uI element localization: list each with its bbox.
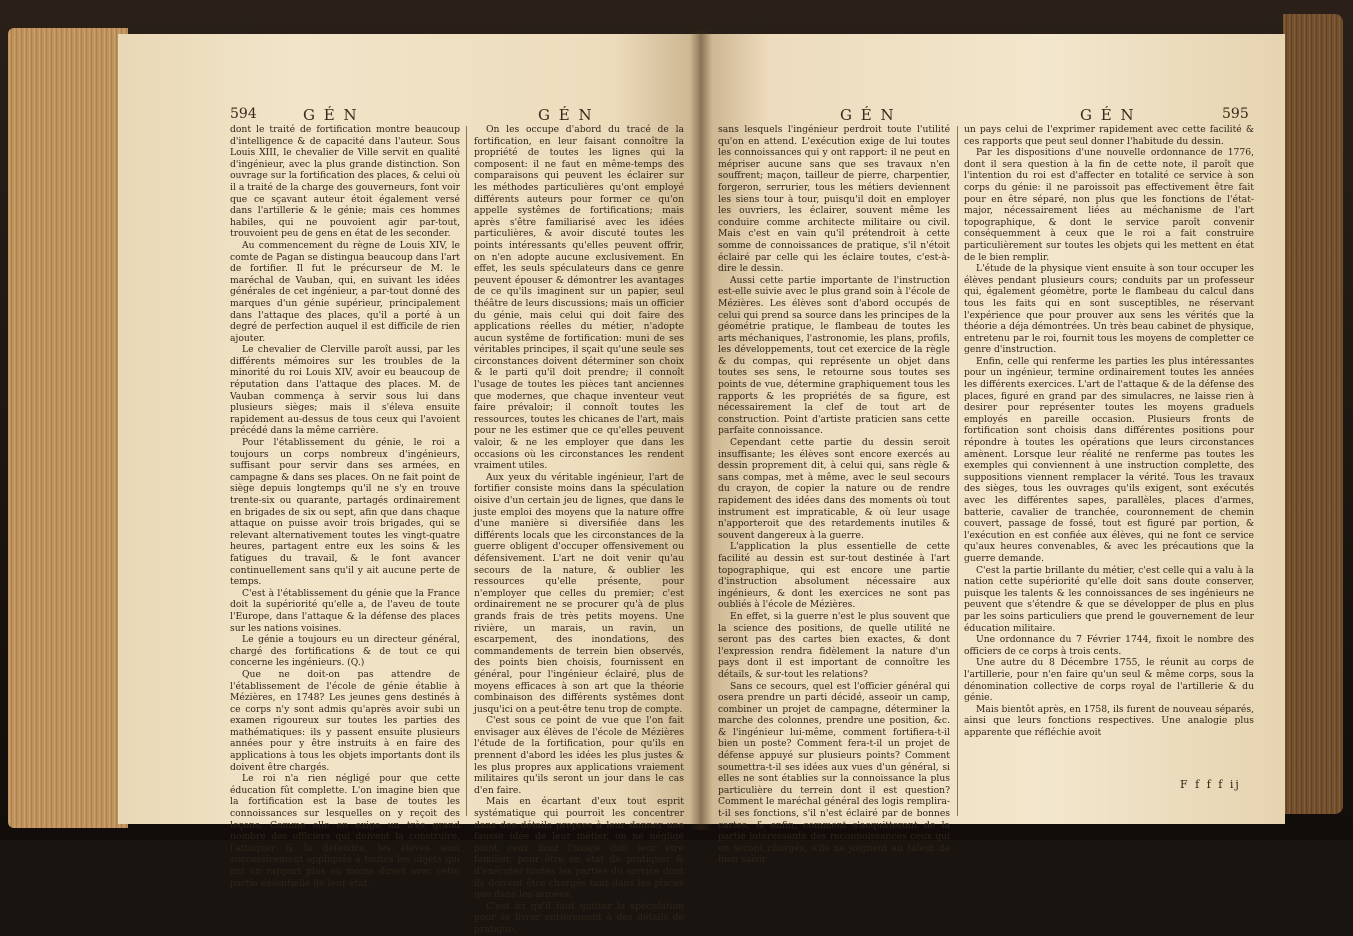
- paragraph: Par les dispositions d'une nouvelle ordonnance de 1776, dont il sera question à la fin de cette note, il paroît que l'intention du roi est d'affecter en totalité ce service à son corps du génie: il ne paroissoit pas effectivement être fait pour en être séparé, non plus que les fonctions de l'état-major, nécessairement liées au méchanisme de l'art topographique, & dont le service paroît convenir conséquemment à ceux que le roi a fait construire particulièrement sur toutes les objets qui les mettent en état de le bien remplir.: [964, 147, 1254, 263]
- paragraph: Le roi n'a rien négligé pour que cette éducation fût complette. L'on imagine bien que la fortification est la base de toutes les connoissances sur lesquelles on y reçoit des leçons. Comme elle en exige un très grand nombre des officiers qui doivent la construire, l'attaquer & la défendre, les élèves sont successivement appliqués à toutes les objets qui ont un rapport plus ou moins direct avec cette partie essentielle de leur état.: [230, 773, 460, 889]
- book-edge-right: [1283, 14, 1343, 814]
- paragraph: C'est à l'établissement du génie que la France doit la supériorité qu'elle a, de l'aveu de toute l'Europe, dans l'attaque & la défense des places sur les nations voisines.: [230, 587, 460, 634]
- signature-mark: F f f f ij: [1180, 778, 1241, 791]
- paragraph: Sans ce secours, quel est l'officier général qui osera prendre un parti décidé, asseoir un camp, combiner un projet de campagne, déterminer la marche des colonnes, prendre une position, &c. & l'ingénieur lui-même, comment fortifiera-t-il bien un poste? Comment fera-t-il un projet de défense appuyé sur plusieurs points? Comment soumettra-t-il ses idées aux vues d'un général, si elles ne sont établies sur la connoissance la plus particulière du terrein dont il est question? Comment le maréchal général des logis remplira-t-il ses fonctions, s'il n'est éclairé par de bonnes cartes, & enfin, comment s'acquitteront de la partie intéressante des reconnoissances ceux qui en seront chargés, s'ils ne joignent au talent de bien saisir: [718, 680, 950, 866]
- page-number-left: 594: [230, 106, 257, 122]
- text-column-left-1: [230, 124, 460, 889]
- right-page: [700, 34, 1285, 866]
- paragraph: Aux yeux du véritable ingénieur, l'art de fortifier consiste moins dans la spéculation oisive d'un certain jeu de lignes, que dans le juste emploi des moyens que la nature offre d'une manière si diversifiée dans les différents locals que les circonstances de la guerre obligent d'occuper offensivement ou défensivement. L'art ne doit venir qu'au secours de la nature, & oublier les ressources qu'elle présente, pour n'employer que celles du premier; c'est ordinairement ne se procurer qu'à de plus grands frais de très petits moyens. Une rivière, un marais, un ravin, un escarpement, des inondations, des commandements de terrein bien observés, des points bien choisis, fournissent en général, pour l'ingénieur éclairé, plus de moyens efficaces à son art que la théorie combinaison des différents systêmes dont jusqu'ici on a peut-être tenu trop de compte.: [474, 471, 684, 715]
- column-rule: [466, 126, 467, 816]
- paragraph: Que ne doit-on pas attendre de l'établissement de l'école de génie établie à Mézières, en 1748? Les jeunes gens destinés à ce corps n'y sont admis qu'après avoir subi un examen rigoureux sur toutes les parties des mathématiques: ils y passent ensuite plusieurs années pour y être instruits à en faire des applications à tous les objets importants dont ils doivent être chargés.: [230, 668, 460, 773]
- paragraph: L'application la plus essentielle de cette facilité au dessin est sur-tout destinée à l'art topographique, qui est encore une partie d'instruction absolument nécessaire aux ingénieurs, & dont les exercices ne sont pas oubliés à l'école de Mézières.: [718, 541, 950, 611]
- book-edge-left: [8, 28, 128, 828]
- page-number-right: 595: [1222, 106, 1249, 122]
- paragraph: C'est sous ce point de vue que l'on fait envisager aux élèves de l'école de Mézières l'étude de la fortification, pour qu'ils en prennent d'abord les idées les plus justes & les plus propres aux applications vraiement militaires qu'ils seront un jour dans le cas d'en faire.: [474, 715, 684, 796]
- paragraph: Pour l'établissement du génie, le roi a toujours un corps nombreux d'ingénieurs, suffisant pour servir dans ses armées, en campagne & dans ses places. On ne fait point de siège depuis longtemps qu'il ne s'y en trouve trente-six ou quarante, partagés ordinairement en brigades de six ou sept, afin que dans chaque attaque on puisse avoir trois brigades, qui se relevant alternativement toutes les vingt-quatre heures, partagent entre eux les soins & les fatigues du travail, & le font avancer continuellement sans qu'il y ait aucune perte de temps.: [230, 437, 460, 588]
- paragraph: Une ordonnance du 7 Février 1744, fixoit le nombre des officiers de ce corps à trois cents.: [964, 634, 1254, 657]
- running-head-right-2: G É N: [1080, 106, 1136, 124]
- running-head-right-1: G É N: [840, 106, 896, 124]
- paragraph: Enfin, celle qui renferme les parties les plus intéressantes pour un ingénieur, termine ordinairement toutes les années les différents exercices. L'art de l'attaque & de la défense des places, figuré en grand par des simulacres, ne laisse rien à desirer pour représenter toutes les moyens graduels employés en pareille occasion. Plusieurs fronts de fortification sont choisis dans différentes positions pour répondre à toutes les opérations que leurs circonstances amènent. Lorsque leur réalité ne renferme pas toutes les exemples qui conviennent à une instruction complette, des suppositions viennent remplacer la vérité. Tous les travaux des sièges, tous les ouvrages qu'ils exigent, sont exécutés avec les différentes sapes, parallèles, places d'armes, batterie, cavalier de tranchée, couronnement de chemin couvert, passage de fossé, tout est figuré par portion, & l'exécution en est confiée aux élèves, qui ne font ce service qu'aux heures convenables, & avec les précautions que la guerre demande.: [964, 355, 1254, 564]
- text-column-right-1: [718, 124, 950, 866]
- book-gutter: [690, 30, 712, 830]
- paragraph: Cependant cette partie du dessin seroit insuffisante; les élèves sont encore exercés au dessin proprement dit, à celui qui, sans règle & sans compas, met à même, avec le seul secours du crayon, de copier la nature ou de rendre rapidement des idées dans des moments où tout instrument est impraticable, & où leur usage n'apporteroit que des retardements inutiles & souvent dangereux à la guerre.: [718, 437, 950, 541]
- paragraph: C'est ici qu'il faut quitter la spéculation pour se livrer entièrement à des détails de pratique,: [474, 900, 684, 935]
- paragraph: En effet, si la guerre n'est le plus souvent que la science des positions, de quelle utilité ne seront pas des cartes bien exactes, & dont l'expression rendra fidèlement la nature d'un pays dont il est important de connoître les détails, & sur-tout les relations?: [718, 610, 950, 680]
- paragraph: Une autre du 8 Décembre 1755, le réunit au corps de l'artillerie, pour n'en faire qu'un seul & même corps, sous la dénomination collective de corps royal de l'artillerie & du génie.: [964, 657, 1254, 704]
- text-column-left-2: [474, 124, 684, 936]
- paragraph: Aussi cette partie importante de l'instruction est-elle suivie avec le plus grand soin à l'école de Mézières. Les élèves sont d'abord occupés de celui qui prend sa source dans les principes de la géométrie pratique, le flambeau de toutes les arts méchaniques, l'astronomie, les plans, profils, les développements, tout cet exercice de la règle & du compas, qui représente un objet dans toutes ses sens, le retourne sous toutes ses points de vue, détermine graphiquement tous les rapports & les propriétés de sa figure, est nécessairement la clef de tout art de construction. Point d'artiste praticien sans cette parfaite connoissance.: [718, 274, 950, 437]
- text-column-right-2: [964, 124, 1254, 738]
- paragraph: un pays celui de l'exprimer rapidement avec cette facilité & ces rapports que peut seul donner l'habitude du dessin.: [964, 124, 1254, 147]
- paragraph: Mais bientôt après, en 1758, ils furent de nouveau séparés, ainsi que leurs fonctions respectives. Une analogie plus apparente que réfléchie avoit: [964, 703, 1254, 738]
- paragraph: Mais en écartant d'eux tout esprit systématique qui pourroit les concentrer dans des détails propres à leur donner une fausse idée de leur métier, on ne néglige point ceux dont l'usage doit leur être familier, pour être en état de pratiquer & d'exécuter toutes les parties du service dont ils doivent être chargés tant dans les places que dans les armées.: [474, 796, 684, 901]
- column-rule: [957, 126, 958, 816]
- running-head-left-2: G É N: [538, 106, 594, 124]
- paragraph: dont le traité de fortification montre beaucoup d'intelligence & de capacité dans l'auteur. Sous Louis XIII, le chevalier de Ville servit en qualité d'ingénieur, avec la plus grande distinction. Son ouvrage sur la fortification des places, & celui où il a traité de la charge des gouverneurs, font voir que ce sçavant auteur étoit également versé dans l'artillerie & le génie; mais ces hommes habiles, qui ne pouvoient agir par-tout, trouvoient peu de gens en état de les seconder.: [230, 124, 460, 240]
- paragraph: On les occupe d'abord du tracé de la fortification, en leur faisant connoître la propriété de toutes les lignes qui la composent: il ne faut en même-temps des comparaisons qui peuvent les éclairer sur les méthodes particulières qu'ont employé différents auteurs pour former ce qu'on appelle systêmes de fortifications; mais après s'être familiarisé avec les idées particulières, & avoir discuté toutes les points intéressants qu'elles peuvent offrir, on n'en adopte aucune exclusivement. En effet, les seuls spéculateurs dans ce genre peuvent épouser & démontrer les avantages de ce qu'ils imaginent sur un papier, seul théâtre de leurs discussions; mais un officier du génie, mais celui qui doit faire des applications réelles du métier, n'adopte aucun systême de fortification: muni de ses véritables principes, il sçait qu'une seule ses circonstances doivent déterminer son choix & le parti qu'il doit prendre; il connoît l'usage de toutes les pièces tant anciennes que modernes, que chaque inventeur veut faire prévaloir; il connoît toutes les ressources, toutes les chicanes de l'art, mais pour ne les estimer que ce qu'elles peuvent valoir, & ne les employer que dans les occasions où les circonstances les rendent vraiment utiles.: [474, 124, 684, 472]
- paragraph: L'étude de la physique vient ensuite à son tour occuper les élèves pendant plusieurs cours; conduits par un professeur qui, également géomètre, porte le flambeau du calcul dans tous les faits qui en sont susceptibles, ne réservant l'expérience que pour prouver aux sens les vérités que la théorie a déja démontrées. Un très beau cabinet de physique, entretenu par le roi, fournit tous les moyens de completter ce genre d'instruction.: [964, 263, 1254, 356]
- paragraph: sans lesquels l'ingénieur perdroit toute l'utilité qu'on en attend. L'exécution exige de lui toutes les connoissances qui y ont rapport: il ne peut en mépriser aucune sans que ses travaux n'en souffrent; maçon, tailleur de pierre, charpentier, forgeron, serrurier, tous les métiers deviennent les siens tour à tour, puisqu'il doit en employer les ouvriers, les éclairer, souvent même les conduire comme architecte militaire ou civil. Mais c'est en vain qu'il prétendroit à cette somme de connoissances de pratique, s'il n'étoit éclairé par celle qui les éclaire toutes, c'est-à-dire le dessin.: [718, 124, 950, 275]
- paragraph: Au commencement du règne de Louis XIV, le comte de Pagan se distingua beaucoup dans l'art de fortifier. Il fut le précurseur de M. le maréchal de Vauban, qui, en suivant les idées générales de cet ingénieur, a par-tout donné des marques d'un génie supérieur, principalement dans l'attaque des places, qu'il a porté à un degré de perfection auquel il est difficile de rien ajouter.: [230, 239, 460, 344]
- paragraph: Le génie a toujours eu un directeur général, chargé des fortifications & de tout ce qui concerne les ingénieurs. (Q.): [230, 634, 460, 669]
- left-page: [118, 34, 700, 935]
- paragraph: Le chevalier de Clerville paroît aussi, par les différents mémoires sur les troubles de la minorité du roi Louis XIV, avoir eu beaucoup de réputation dans l'attaque des places. M. de Vauban commença à servir sous lui dans plusieurs sièges; mais il s'éleva ensuite rapidement au-dessus de tous ceux qui l'avoient précédé dans la même carrière.: [230, 344, 460, 437]
- paragraph: C'est la partie brillante du métier, c'est celle qui a valu à la nation cette supériorité qu'elle doit sans doute conserver, puisque les talents & les connoissances de ses ingénieurs ne peuvent que s'étendre & que se développer de plus en plus par les soins particuliers que prend le gouvernement de leur éducation militaire.: [964, 564, 1254, 634]
- running-head-left-1: G É N: [303, 106, 359, 124]
